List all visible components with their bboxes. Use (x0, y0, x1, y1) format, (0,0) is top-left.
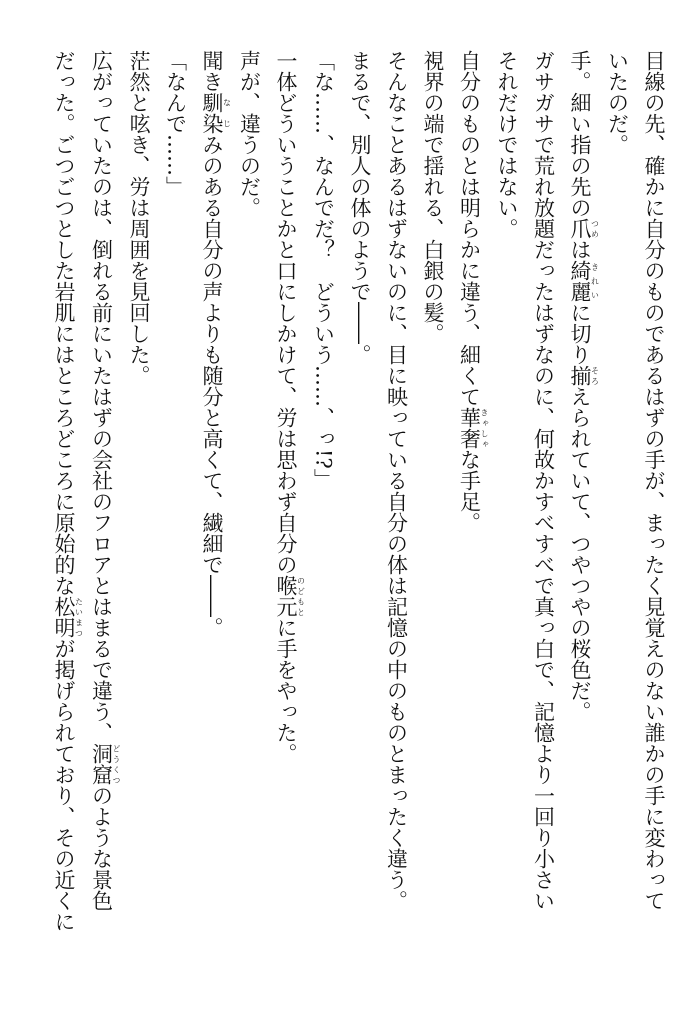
text-line-6: 自分のものとは明らかに違う、細くて華奢きゃしゃな手足。 (457, 50, 489, 533)
text-line-8: そんなことあるはずないのに、目に映っている自分の体は記憶の中のものとまったく違う。 (384, 50, 409, 911)
text-line-12: 声が、違うのだ。 (237, 50, 262, 218)
text-line-5: それだけではない。 (495, 50, 519, 239)
text-line-17: だった。ごつごつとした岩肌にはところどころに原始的な松明たいまつが掲げられており、その近くに (52, 50, 84, 932)
text-line-3: 手。細い指の先の爪つめは綺麗きれいに切り揃そろえられていて、つやつやの桜色だ。 (568, 50, 600, 722)
text-line-7: 視界の端で揺れる、白銀の髪。 (421, 50, 445, 344)
text-line-13: 聞き馴染なじみのある自分の声よりも随分と高くて、繊細で――。 (200, 50, 232, 638)
text-line-1: 目線の先、確かに自分のものであるはずの手が、まったく見覚えのない誰かの手に変わって (642, 50, 666, 911)
vertical-text-body (22, 50, 672, 970)
text-line-15: 茫然と呟き、労は周囲を見回した。 (127, 50, 151, 386)
text-line-2: いたのだ。 (605, 50, 630, 155)
text-line-4: ガサガサで荒れ放題だったはずなのに、何故かすべすべで真っ白で、記憶より一回り小さい (531, 50, 556, 911)
text-line-9: まるで、別人の体のようで――。 (348, 50, 372, 365)
text-line-16: 広がっていたのは、倒れる前にいたはずの会社のフロアとはまるで違う、洞窟どうくつのような景色 (89, 50, 121, 911)
text-line-10: 「な……、なんでだ？ どういう……、っ!?」 (311, 50, 336, 490)
text-line-11: 一体どういうことかと口にしかけて、労は思わず自分の喉元のどもとに手をやった。 (274, 50, 306, 764)
text-line-14: 「なんで……」 (163, 50, 188, 197)
